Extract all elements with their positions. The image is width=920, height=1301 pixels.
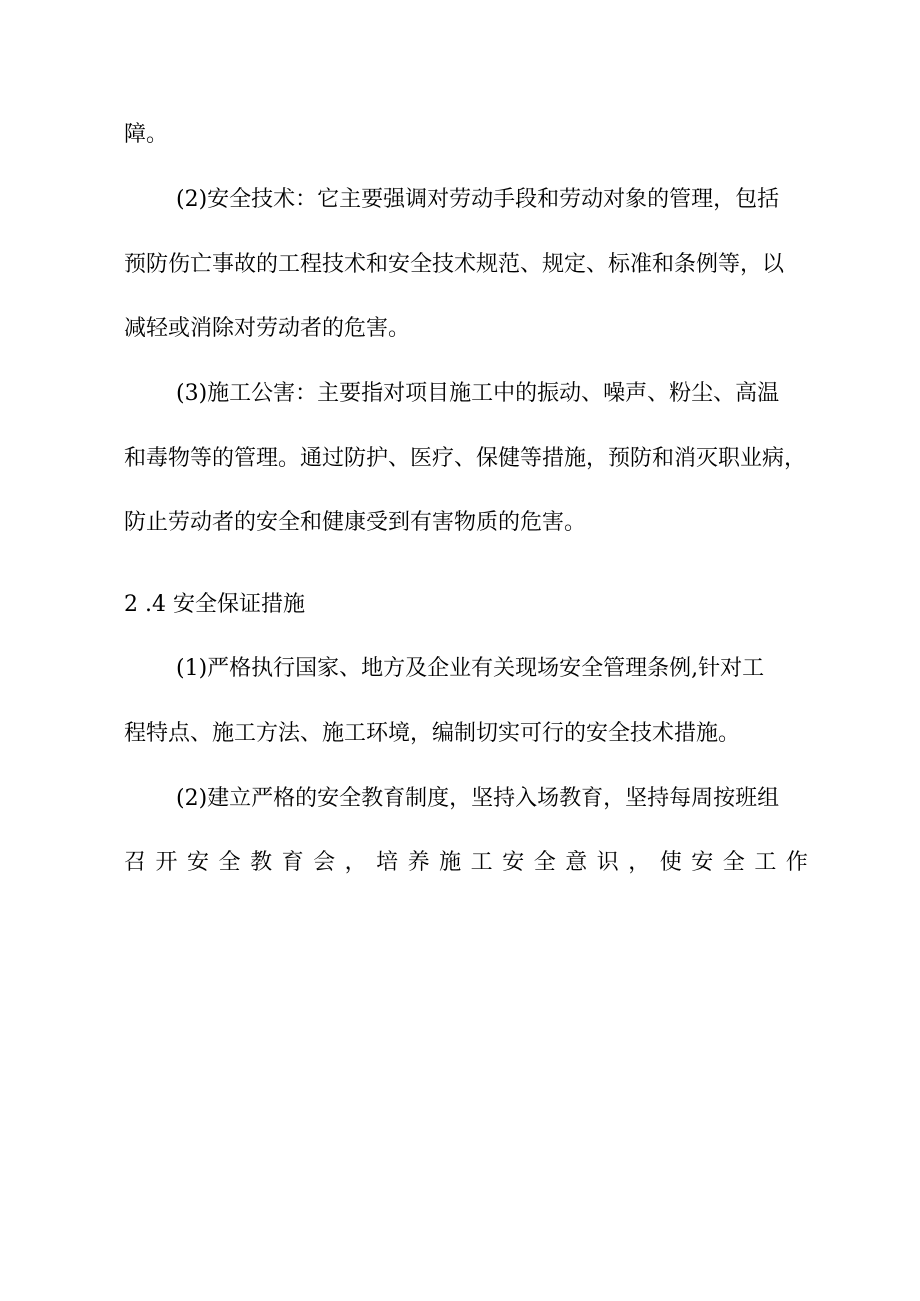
glyph: ， bbox=[344, 850, 367, 875]
glyph: 教 bbox=[250, 850, 273, 875]
paragraph-line: (2)建立严格的安全教育制度，坚持入场教育，坚持每周按班组 bbox=[176, 786, 780, 811]
paragraph-line: (2)安全技术：它主要强调对劳动手段和劳动对象的管理，包括 bbox=[176, 187, 780, 212]
glyph: 安 bbox=[691, 850, 714, 875]
glyph: 工 bbox=[754, 850, 777, 875]
paragraph-line: 减轻或消除对劳动者的危害。 bbox=[124, 316, 411, 341]
glyph: 养 bbox=[407, 850, 430, 875]
glyph: 全 bbox=[533, 850, 556, 875]
glyph: 全 bbox=[722, 850, 745, 875]
section-heading: 2 .4 安全保证措施 bbox=[124, 592, 305, 617]
glyph: 施 bbox=[439, 850, 462, 875]
glyph: 开 bbox=[155, 850, 178, 875]
paragraph-line: 程特点、施工方法、施工环境，编制切实可行的安全技术措施。 bbox=[124, 721, 741, 746]
paragraph-line: (1)严格执行国家、地方及企业有关现场安全管理条例,针对工 bbox=[176, 656, 765, 681]
glyph: 使 bbox=[659, 850, 682, 875]
glyph: 育 bbox=[281, 850, 304, 875]
paragraph-line: 和毒物等的管理。通过防护、医疗、保健等措施，预防和消灭职业病， bbox=[124, 446, 807, 471]
glyph: 培 bbox=[376, 850, 399, 875]
glyph: 全 bbox=[218, 850, 241, 875]
glyph: 安 bbox=[187, 850, 210, 875]
paragraph-line-spaced bbox=[124, 846, 808, 880]
text-line: 障。 bbox=[124, 122, 169, 147]
glyph: 工 bbox=[470, 850, 493, 875]
glyph: 识 bbox=[596, 850, 619, 875]
glyph: 意 bbox=[565, 850, 588, 875]
glyph: 召 bbox=[124, 850, 147, 875]
paragraph-line: 预防伤亡事故的工程技术和安全技术规范、规定、标准和条例等，以 bbox=[124, 252, 785, 277]
paragraph-line: 防止劳动者的安全和健康受到有害物质的危害。 bbox=[124, 510, 587, 535]
glyph: 作 bbox=[785, 850, 808, 875]
glyph: ， bbox=[628, 850, 651, 875]
glyph: 会 bbox=[313, 850, 336, 875]
paragraph-line: (3)施工公害：主要指对项目施工中的振动、噪声、粉尘、高温 bbox=[176, 381, 780, 406]
glyph: 安 bbox=[502, 850, 525, 875]
